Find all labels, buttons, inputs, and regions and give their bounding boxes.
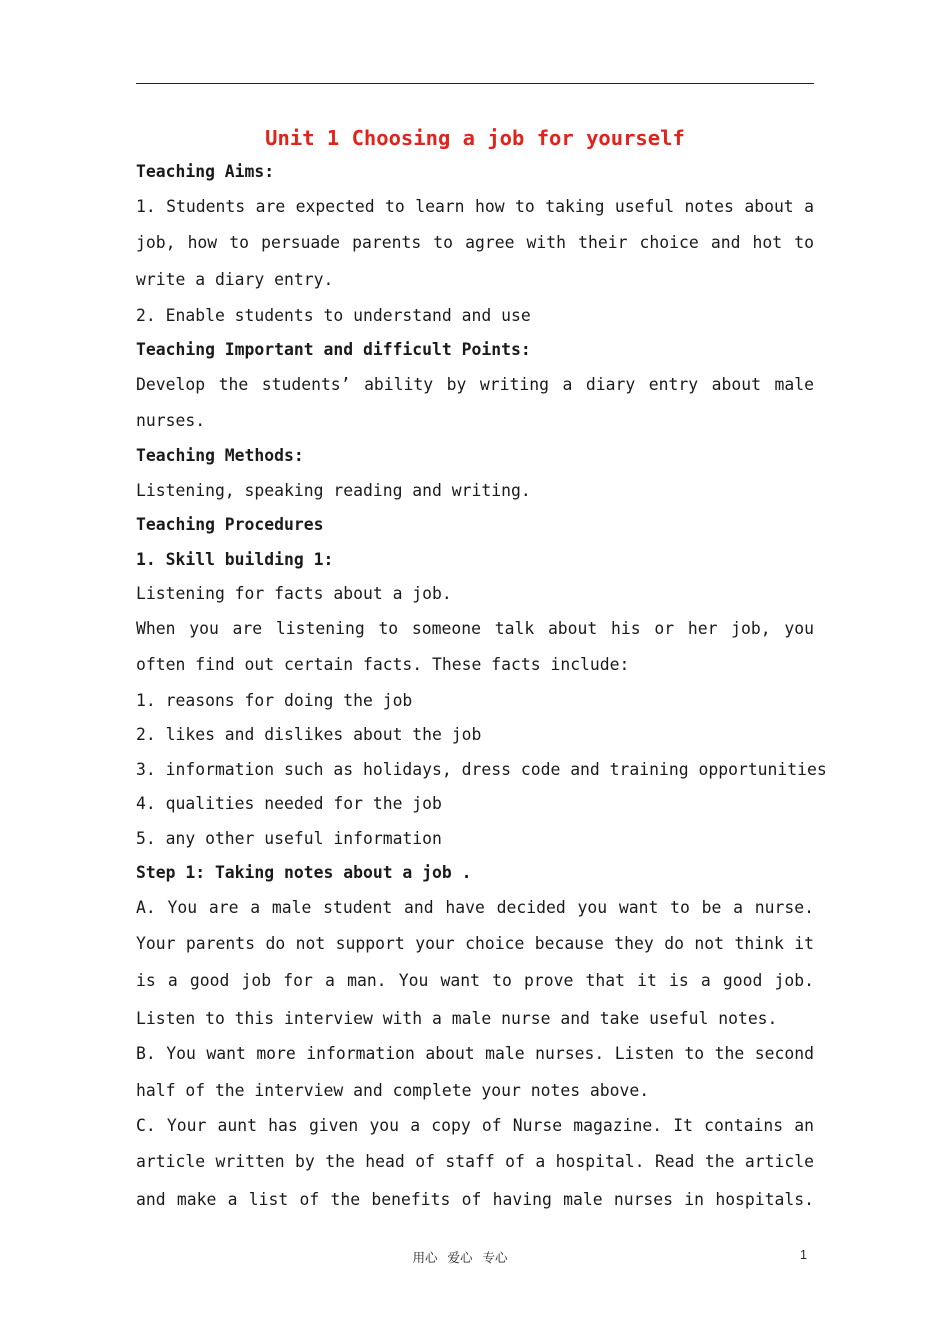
page-number: 1 (800, 1248, 807, 1262)
item-a-line-1: A. You are a male student and have decided you want to be a nurse. (136, 897, 814, 917)
points-line-1: Develop the students’ ability by writing a diary entry about male (136, 374, 814, 394)
step-1-heading: Step 1: Taking notes about a job . (136, 863, 472, 883)
list-item: 5. any other useful information (136, 828, 442, 848)
teaching-methods-heading: Teaching Methods: (136, 446, 304, 466)
item-c-line-3: and make a list of the benefits of having male nurses in hospitals. (136, 1189, 814, 1209)
points-line-2: nurses. (136, 411, 206, 431)
item-c-line-2: article written by the head of staff of a hospital. Read the article (136, 1152, 814, 1172)
document-title: Unit 1 Choosing a job for yourself (265, 126, 685, 150)
skill-paragraph-line-1: When you are listening to someone talk about his or her job, you (136, 618, 814, 638)
teaching-aims-heading: Teaching Aims: (136, 162, 275, 181)
aims-item-1-line-1: 1. Students are expected to learn how to taking useful notes about a (136, 196, 814, 216)
skill-paragraph-line-2: often find out certain facts. These facts include: (136, 655, 630, 675)
list-item: 1. reasons for doing the job (136, 690, 413, 710)
item-c-line-1: C. Your aunt has given you a copy of Nurse magazine. It contains an (136, 1115, 814, 1135)
page-content (136, 121, 827, 1218)
item-a-line-2: Your parents do not support your choice because they do not think it (136, 934, 814, 954)
list-item: 3. information such as holidays, dress code and training opportunities (136, 759, 827, 779)
skill-building-subtitle: Listening for facts about a job. (136, 584, 452, 604)
item-b-line-2: half of the interview and complete your notes above. (136, 1080, 650, 1100)
item-b-line-1: B. You want more information about male nurses. Listen to the second (136, 1044, 814, 1064)
aims-item-1-line-3: write a diary entry. (136, 270, 334, 290)
header-rule (136, 83, 814, 84)
teaching-procedures-heading: Teaching Procedures (136, 515, 324, 535)
item-a-line-3: is a good job for a man. You want to prove that it is a good job. (136, 971, 814, 991)
item-a-line-4: Listen to this interview with a male nurse and take useful notes. (136, 1008, 778, 1028)
skill-building-heading: 1. Skill building 1: (136, 549, 334, 569)
footer-motto: 用心 爱心 专心 (412, 1250, 508, 1265)
important-points-heading: Teaching Important and difficult Points: (136, 340, 531, 360)
aims-item-2: 2. Enable students to understand and use (136, 305, 531, 325)
methods-text: Listening, speaking reading and writing. (136, 480, 531, 500)
list-item: 2. likes and dislikes about the job (136, 725, 482, 745)
aims-item-1-line-2: job, how to persuade parents to agree with their choice and hot to (136, 233, 814, 252)
list-item: 4. qualities needed for the job (136, 794, 442, 814)
